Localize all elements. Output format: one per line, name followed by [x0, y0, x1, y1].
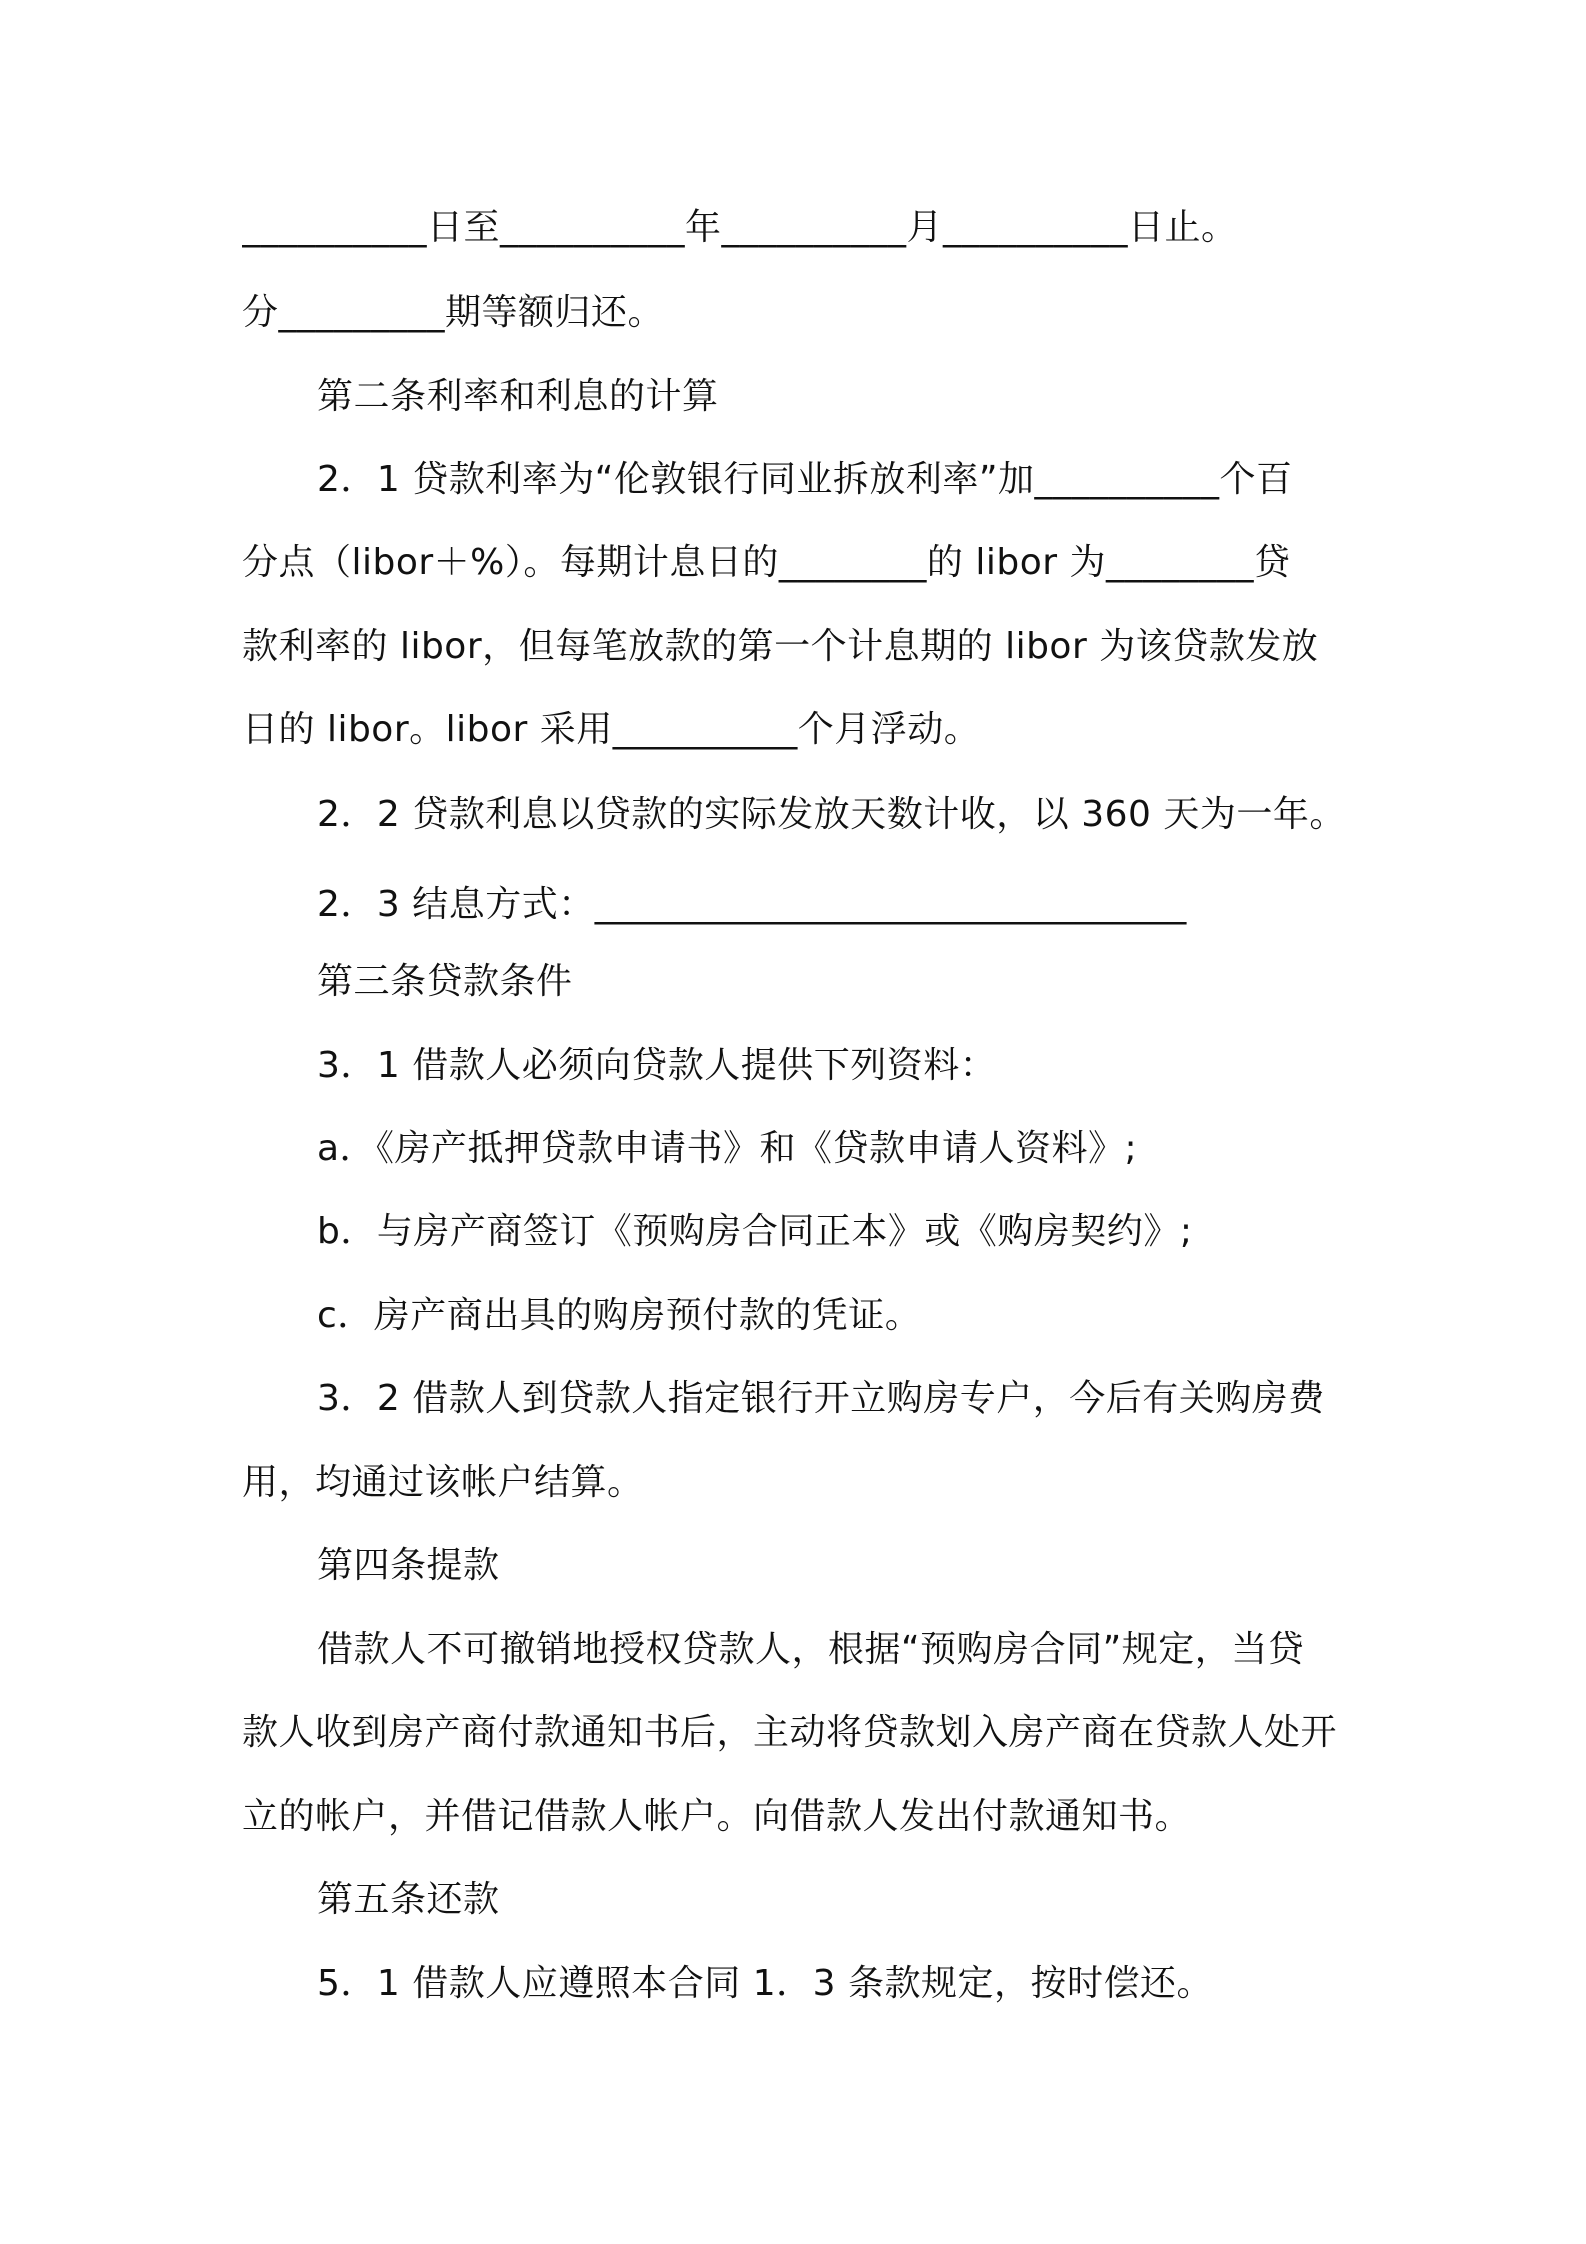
- heading-article-3: 第三条贷款条件: [317, 961, 573, 1002]
- clause-3-1-a: a．《房产抵押贷款申请书》和《贷款申请人资料》;: [317, 1128, 1138, 1169]
- clause-3-1: 3．1 借款人必须向贷款人提供下列资料：: [317, 1045, 997, 1086]
- clause-2-1-line-3: 款利率的 libor，但每笔放款的第一个计息期的 libor 为该贷款发放: [242, 626, 1319, 667]
- clause-2-2: 2．2 贷款利息以贷款的实际发放天数计收，以 360 天为一年。: [317, 794, 1346, 835]
- heading-article-2: 第二条利率和利息的计算: [317, 376, 719, 417]
- clause-3-1-b: b．与房产商签订《预购房合同正本》或《购房契约》;: [317, 1211, 1193, 1252]
- article-4-line-2: 款人收到房产商付款通知书后，主动将贷款划入房产商在贷款人处开: [242, 1712, 1338, 1753]
- clause-3-2-line-1: 3．2 借款人到贷款人指定银行开立购房专户，今后有关购房费: [317, 1378, 1325, 1419]
- line-installments: 分_________期等额归还。: [242, 292, 665, 333]
- heading-article-4: 第四条提款: [317, 1545, 500, 1586]
- clause-5-1: 5．1 借款人应遵照本合同 1．3 条款规定，按时偿还。: [317, 1963, 1213, 2004]
- clause-2-1-line-1: 2．1 贷款利率为“伦敦银行同业拆放利率”加__________个百: [317, 459, 1293, 500]
- clause-3-2-line-2: 用，均通过该帐户结算。: [242, 1462, 644, 1503]
- clause-2-1-line-4: 日的 libor。libor 采用__________个月浮动。: [242, 709, 981, 750]
- article-4-line-1: 借款人不可撤销地授权贷款人，根据“预购房合同”规定，当贷: [317, 1629, 1305, 1670]
- line-repayment-dates: __________日至__________年__________月__________日止。: [242, 207, 1238, 248]
- clause-3-1-c: c．房产商出具的购房预付款的凭证。: [317, 1295, 922, 1336]
- article-4-line-3: 立的帐户，并借记借款人帐户。向借款人发出付款通知书。: [242, 1796, 1192, 1837]
- clause-2-3: 2．3 结息方式：________________________________: [317, 884, 1187, 925]
- heading-article-5: 第五条还款: [317, 1879, 500, 1920]
- clause-2-1-line-2: 分点（libor＋%）。每期计息日的________的 libor 为________贷: [242, 542, 1291, 583]
